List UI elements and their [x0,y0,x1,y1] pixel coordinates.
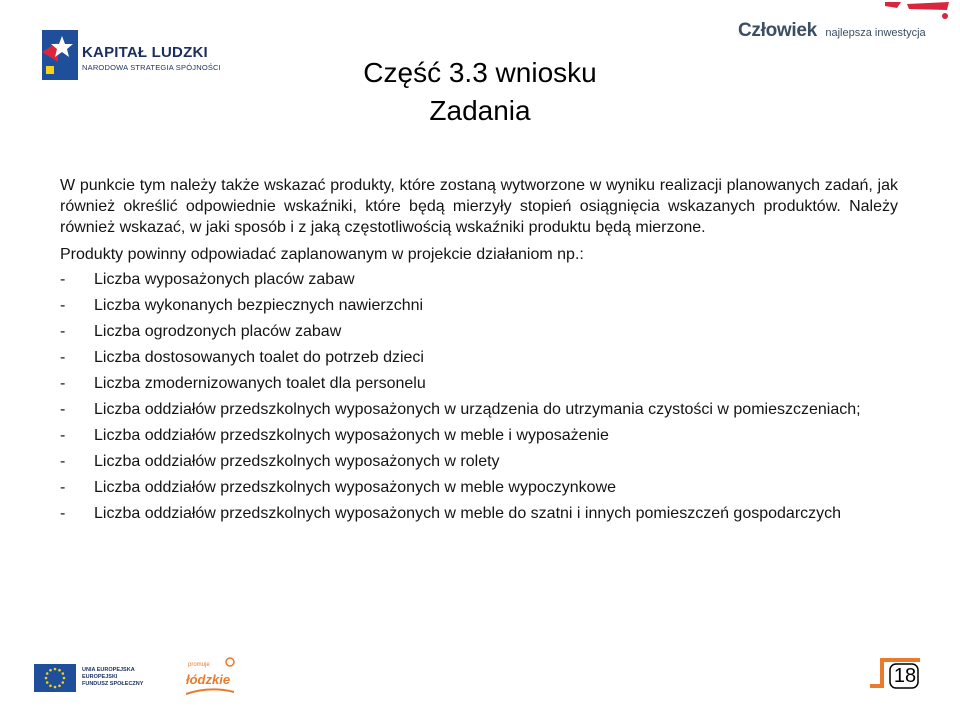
bullet-dash: - [60,323,66,340]
czlowiek-logo-main: Człowiek [738,20,817,41]
slide-title-line1: Część 3.3 wniosku [363,57,597,88]
list-item-text: Liczba oddziałów przedszkolnych wyposażonych w meble do szatni i innych pomieszczeń gospodarczych [94,505,842,522]
list-item-text: Liczba oddziałów przedszkolnych wyposażonych w meble wypoczynkowe [94,479,617,496]
bullet-dash: - [60,427,66,444]
bullet-dash: - [60,453,66,470]
list-item-text: Liczba wykonanych bezpiecznych nawierzchni [94,297,424,314]
list-item-text: Liczba ogrodzonych placów zabaw [94,323,342,340]
eu-flag-icon [34,664,76,692]
czlowiek-logo-sub: najlepsza inwestycja [825,27,926,39]
bullet-dash: - [60,505,66,522]
list-item [60,477,898,498]
slide-title [300,54,660,130]
page-number: 18 [893,665,917,687]
red-dot-icon [942,13,948,19]
list-item-text: Liczba dostosowanych toalet do potrzeb dzieci [94,349,424,366]
intro-paragraph: W punkcie tym należy także wskazać produkty, które zostaną wytworzone w wyniku realizacji planowanych zadań, jak również określić odpowiednie wskaźniki, które będą mierzyły stopień osiągnięcia wskazanych produktów. Należy również wskazać, w jaki sposób i z jaką częstotliwością wskaźniki produktu będą mierzone. [60,177,898,236]
red-swoosh-icon [907,2,949,10]
list-item [60,373,898,394]
lodzkie-underline [186,689,234,694]
kl-logo-yellow-square [46,66,54,74]
czlowiek-logo [738,20,926,42]
list-item [60,425,898,446]
bullet-dash: - [60,375,66,392]
list-item-text: Liczba wyposażonych placów zabaw [94,271,355,288]
eu-text-line: FUNDUSZ SPOŁECZNY [82,681,144,687]
bullet-dash: - [60,271,66,288]
list-item [60,451,898,472]
eu-text-line: UNIA EUROPEJSKA [82,667,135,673]
eu-text-line: EUROPEJSKI [82,674,118,680]
lodzkie-promo-big: łódzkie [186,672,231,687]
list-item-text: Liczba oddziałów przedszkolnych wyposażonych w urządzenia do utrzymania czystości w pomieszczeniach; [94,401,861,418]
indicator-list [60,269,898,524]
list-item [60,269,898,290]
bullet-dash: - [60,349,66,366]
lodzkie-promo-small: promuje [188,662,210,668]
red-swoosh-icon [885,2,901,8]
products-paragraph: Produkty powinny odpowiadać zaplanowanym w projekcie działaniom np.: [60,246,584,263]
kapital-ludzki-subtitle: NARODOWA STRATEGIA SPÓJNOŚCI [82,63,221,72]
list-item-text: Liczba zmodernizowanych toalet dla personelu [94,375,426,392]
bullet-dash: - [60,401,66,418]
list-item-text: Liczba oddziałów przedszkolnych wyposażonych w meble i wyposażenie [94,427,609,444]
eu-text [82,667,143,688]
list-item [60,321,898,342]
list-item [60,347,898,368]
kapital-ludzki-title: KAPITAŁ LUDZKI [82,44,208,61]
list-item-text: Liczba oddziałów przedszkolnych wyposażonych w rolety [94,453,500,470]
bullet-dash: - [60,479,66,496]
list-item [60,399,898,420]
list-item [60,295,898,316]
list-item [60,503,898,524]
slide-body [60,175,898,529]
bullet-dash: - [60,297,66,314]
lodzkie-sun-icon [226,658,234,666]
slide-title-line2: Zadania [429,95,531,126]
